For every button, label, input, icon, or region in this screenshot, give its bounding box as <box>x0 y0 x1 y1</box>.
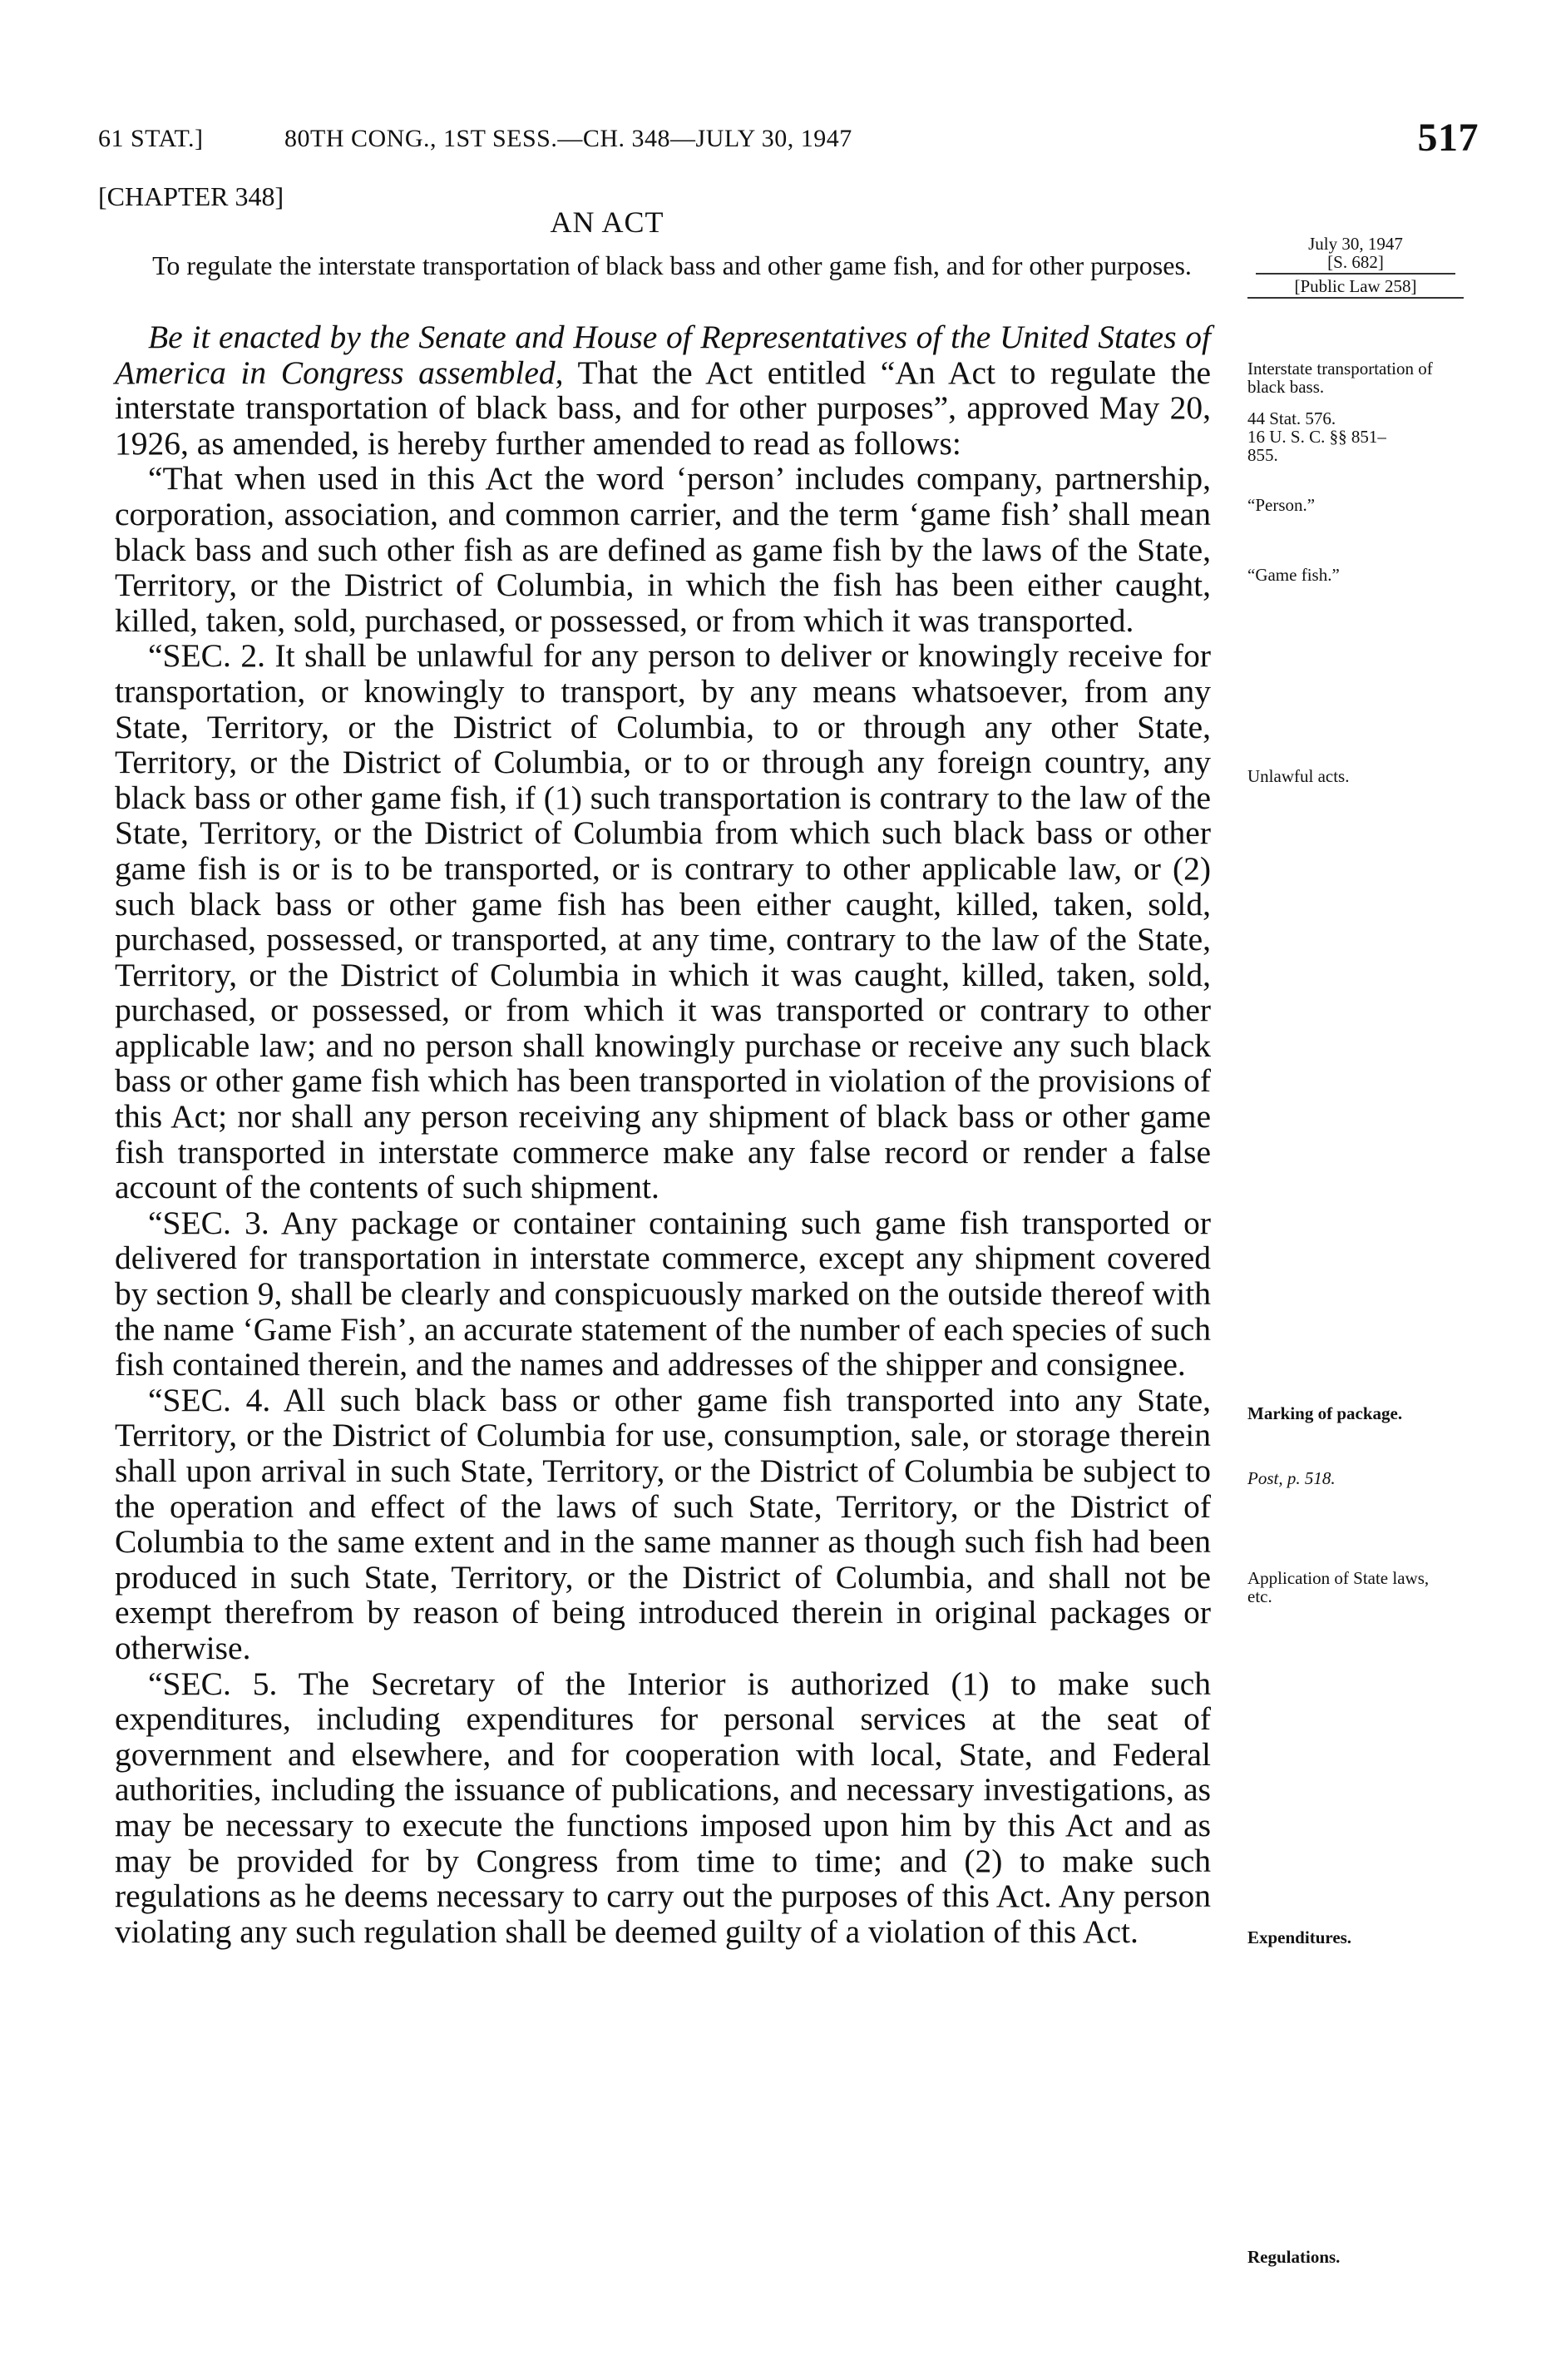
chapter-number: [CHAPTER 348] <box>98 181 284 211</box>
body-paragraph <box>115 319 1211 461</box>
act-preamble: To regulate the interstate transportation of black bass and other game fish, and for other purposes. <box>152 250 1192 280</box>
margin-note-person: “Person.” <box>1247 495 1316 515</box>
divider <box>1256 273 1455 275</box>
public-law-number: [Public Law 258] <box>1294 276 1417 296</box>
approval-date: July 30, 1947 <box>1308 234 1403 254</box>
act-heading: AN ACT <box>550 205 664 239</box>
margin-note-unlawful: Unlawful acts. <box>1247 766 1350 786</box>
margin-note-citation-1: 44 Stat. 576. <box>1247 408 1336 428</box>
paragraph-text: That the Act entitled “An Act to regulate the interstate transportation of black bass, and for other purposes”, approved May 20, 1926, as amended, is hereby further amended to read as follows: <box>115 354 1212 462</box>
margin-note-game-fish: “Game fish.” <box>1247 565 1340 585</box>
body-paragraph: “SEC. 3. Any package or container containing such game fish transported or delivered for transportation in interstate commerce, except any shipment covered by section 9, shall be clearly and conspicuously marked on the outside thereof with the name ‘Game Fish’, an accurate statement of the number of each species of such fish contained therein, and the names and addresses of the shipper and consignee. <box>115 1204 1211 1383</box>
running-head <box>98 118 1479 168</box>
divider <box>1247 297 1464 299</box>
statute-volume: 61 STAT.] <box>98 125 204 152</box>
bill-number: [S. 682] <box>1327 252 1384 272</box>
margin-note-marking: Marking of package. <box>1247 1403 1403 1423</box>
approval-block <box>1247 235 1464 299</box>
body-paragraph: “That when used in this Act the word ‘person’ includes company, partnership, corporation, association, and common carrier, and the term ‘game fish’ shall mean black bass and such other fish as are defined as game fish by the laws of the State, Territory, or the District of Columbia, in which the fish has been either caught, killed, taken, sold, purchased, or possessed, or from which it was transported. <box>115 460 1211 639</box>
margin-note-regulations: Regulations. <box>1247 2247 1341 2267</box>
margin-note-interstate: Interstate transportation of black bass. <box>1247 359 1433 397</box>
margin-note-post: Post, p. 518. <box>1247 1468 1336 1488</box>
body-paragraph: “SEC. 4. All such black bass or other game fish transported into any State, Territory, or the District of Columbia for use, consumption, sale, or storage therein shall upon arrival in such State, Territory, or the District of Columbia be subject to the operation and effect of the laws of such State, Territory, or the District of Columbia to the same extent and in the same manner as though such fish had been produced in such State, Territory, or the District of Columbia, and shall not be exempt therefrom by reason of being introduced therein in original packages or otherwise. <box>115 1381 1211 1666</box>
enacting-clause: Be it enacted by the Senate and House of Representatives of the United States of America in Congress assembled, <box>115 319 1211 391</box>
margin-note-application: Application of State laws, etc. <box>1247 1568 1430 1606</box>
page-number: 517 <box>1417 116 1479 160</box>
body-paragraph: “SEC. 5. The Secretary of the Interior is authorized (1) to make such expenditures, including expenditures for personal services at the seat of government and elsewhere, and for cooperation with local, State, and Federal authorities, including the issuance of publications, and necessary investigations, as may be necessary to execute the functions imposed upon him by this Act and as may be provided for by Congress from time to time; and (2) to make such regulations as he deems necessary to carry out the purposes of this Act. Any person violating any such regulation shall be deemed guilty of a violation of this Act. <box>115 1665 1211 1950</box>
act-body <box>115 319 1211 1949</box>
margin-note-expenditures: Expenditures. <box>1247 1927 1352 1947</box>
session-line: 80TH CONG., 1ST SESS.—CH. 348—JULY 30, 1947 <box>284 125 852 152</box>
body-paragraph: “SEC. 2. It shall be unlawful for any person to deliver or knowingly receive for transportation, or knowingly to transport, by any means whatsoever, from any State, Territory, or the District of Columbia, to or through any other State, Territory, or the District of Columbia, or to or through any foreign country, any black bass or other game fish, if (1) such transportation is contrary to the law of the State, Territory, or the District of Columbia from which such black bass or other game fish is or is to be transported, or is contrary to other applicable law, or (2) such black bass or other game fish has been either caught, killed, taken, sold, purchased, possessed, or transported, at any time, contrary to the law of the State, Territory, or the District of Columbia in which it was caught, killed, taken, sold, purchased, or possessed, or from which it was transported or contrary to other applicable law; and no person shall knowingly purchase or receive any such black bass or other game fish which has been transported in violation of the provisions of this Act; nor shall any person receiving any shipment of black bass or other game fish transported in interstate commerce make any false record or render a false account of the contents of such shipment. <box>115 637 1211 1206</box>
margin-note-citation-2: 16 U. S. C. §§ 851–855. <box>1247 427 1386 465</box>
